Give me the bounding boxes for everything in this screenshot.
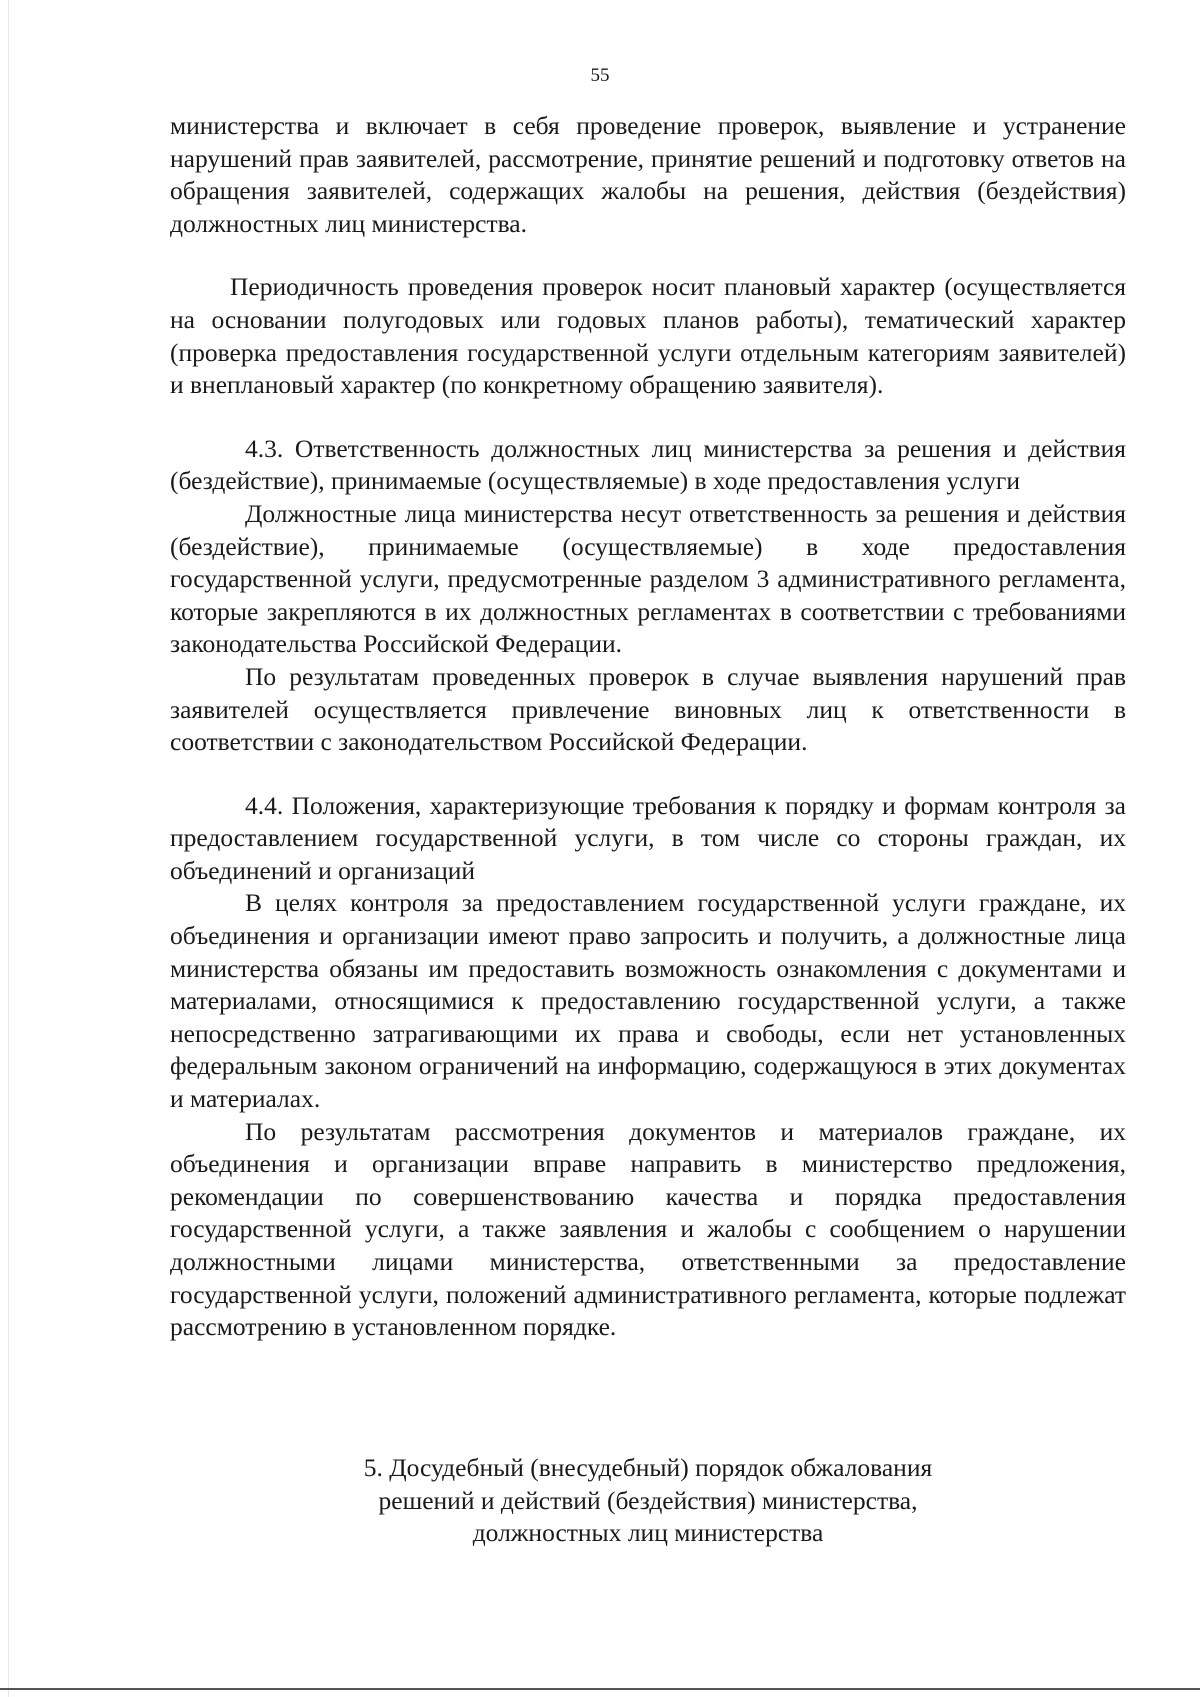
page-bottom-border — [0, 1688, 1200, 1690]
subsection-heading-4-4: 4.4. Положения, характеризующие требования к порядку и формам контроля за предоставлением государственной услуги, в том числе со стороны граждан, их объединений и организаций — [170, 790, 1126, 885]
section-title-5 — [170, 1452, 1126, 1550]
paragraph-proposals: По результатам рассмотрения документов и материалов граждане, их объединения и организации вправе направить в министерство предложения, рекомендации по совершенствованию качества и порядка предоставления государственной услуги, а также заявления и жалобы с сообщением о нарушении должностными лицами министерства, ответственными за предоставление государственной услуги, положений административного регламента, которые подлежат рассмотрению в установленном порядке. — [170, 1116, 1126, 1342]
paragraph-periodicity: Периодичность проведения проверок носит плановый характер (осуществляется на основании полугодовых или годовых планов работы), тематический характер (проверка предоставления государственной услуги отдельным категориям заявителей) и внеплановый характер (по конкретному обращению заявителя). — [170, 272, 1126, 400]
section-title-line: 5. Досудебный (внесудебный) порядок обжалования — [363, 1453, 933, 1482]
section-title-line: должностных лиц министерства — [472, 1518, 824, 1548]
subsection-heading-4-3: 4.3. Ответственность должностных лиц министерства за решения и действия (бездействие), принимаемые (осуществляемые) в ходе предоставления услуги — [170, 433, 1126, 496]
section-title-line: решений и действий (бездействия) министерства, — [378, 1485, 918, 1515]
document-body — [170, 110, 1126, 1344]
scan-edge-line — [8, 0, 9, 1697]
paragraph-citizen-control: В целях контроля за предоставлением государственной услуги граждане, их объединения и организации имеют право запросить и получить, а должностные лица министерства обязаны им предоставить возможность ознакомления с документами и материалами, относящимися к предоставлению государственной услуги, а также непосредственно затрагивающими их права и свободы, если нет установленных федеральным законом ограничений на информацию, содержащуюся в этих документах и материалах. — [170, 888, 1126, 1114]
paragraph-continuation: министерства и включает в себя проведение проверок, выявление и устранение нарушений прав заявителей, рассмотрение, принятие решений и подготовку ответов на обращения заявителей, содержащих жалобы на решения, действия (бездействия) должностных лиц министерства. — [170, 111, 1126, 238]
paragraph-violations: По результатам проведенных проверок в случае выявления нарушений прав заявителей осуществляется привлечение виновных лиц к ответственности в соответствии с законодательством Российской Федерации. — [170, 661, 1126, 757]
page-number: 55 — [590, 65, 610, 86]
paragraph-responsibility: Должностные лица министерства несут ответственность за решения и действия (бездействие), принимаемые (осуществляемые) в ходе предоставления государственной услуги, предусмотренные разделом 3 административного регламента, которые закрепляются в их должностных регламентах в соответствии с требованиями законодательства Российской Федерации. — [170, 498, 1126, 659]
